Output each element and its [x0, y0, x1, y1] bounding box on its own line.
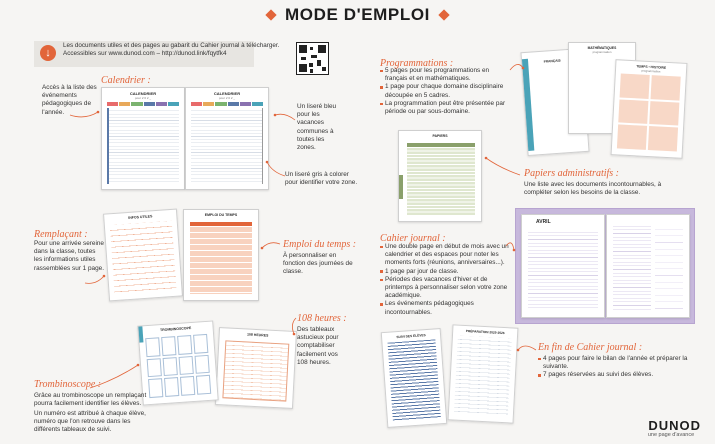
trombinoscope-heading: Trombinoscope : [34, 379, 102, 390]
temps-page-title: TEMPS • HISTOIRE [636, 64, 667, 70]
banner-line-2[interactable]: Accessibles sur www.dunod.com – http://dunod.link/fqytfk4 [63, 50, 227, 58]
heures-page-title: 108 HEURES [246, 332, 269, 338]
avril-title: AVRIL [536, 219, 551, 225]
emploi-page-title: EMPLOI DU TEMPS [204, 213, 238, 217]
remplacant-heading: Remplaçant : [34, 229, 88, 240]
programmations-item: La programmation peut être présentée par période ou par sous-domaine. [380, 100, 508, 116]
page-title: MODE D'EMPLOI [284, 5, 430, 24]
heures-heading: 108 heures : [297, 313, 347, 324]
trombinoscope-text-2: Un numéro est attribué à chaque élève, numéro que l'on retrouve dans les différents tableaux de suivi. [34, 410, 146, 434]
calendar-right-title: CALENDRIER [213, 91, 241, 96]
mathematiques-page-title: MATHÉMATIQUES [587, 46, 617, 50]
programmations-item: 1 page pour chaque domaine disciplinaire découpée en 5 cadres. [380, 83, 508, 99]
trombinoscope-text-1: Grâce au trombinoscope un remplaçant pourra facilement identifier les élèves. [34, 392, 147, 408]
remplacant-text: Pour une arrivée sereine dans la classe, toutes les informations utiles rassemblées sur 1 page. [34, 240, 104, 272]
arrow-calendrier [70, 112, 98, 117]
arrow-trombinoscope [90, 365, 138, 388]
arrow-emploi [262, 243, 280, 248]
arrow-fin [518, 346, 536, 350]
arrow-remplacant [85, 276, 104, 283]
emploi-heading: Emploi du temps : [283, 239, 357, 250]
francais-page-title: FRANÇAIS [543, 58, 561, 64]
cahier-item: Périodes des vacances d'hiver et de printemps à personnaliser selon votre zone académique. [380, 276, 512, 301]
download-arrow-icon[interactable]: ↓ [40, 45, 56, 61]
papiers-heading: Papiers administratifs : [524, 168, 620, 179]
fin-item: 7 pages réservées au suivi des élèves. [538, 371, 688, 379]
arrow-liseré-gris [267, 162, 285, 176]
preparation-page-title: PRÉPARATION 2025-2026 [465, 329, 505, 336]
arrow-heures [292, 318, 296, 334]
arrow-programmations [510, 64, 523, 70]
programmations-heading: Programmations : [380, 58, 454, 69]
cahier-item: Les événements pédagogiques incontournables. [380, 300, 512, 316]
temps-page-sub: programmation [641, 68, 661, 74]
arrow-cahier [506, 243, 514, 250]
calendrier-note-blue: Un liseré bleu pour les vacances communes à toutes les zones. [297, 103, 337, 152]
papiers-text: Une liste avec les documents incontournables, à compléter selon les besoins de la classe. [524, 181, 662, 197]
suivi-page-title: SUIVI DES ÉLÈVES [396, 333, 426, 340]
calendrier-note-grey: Un liseré gris à colorer pour identifier votre zone. [285, 171, 358, 187]
calendrier-heading: Calendrier : [101, 75, 151, 86]
dunod-tagline: une page d'avance [647, 432, 695, 438]
heures-text: Des tableaux astucieux pour comptabiliser facilement vos 108 heures. [297, 326, 339, 366]
calendar-left-title: CALENDRIER [129, 91, 157, 96]
calendar-left-sub: pour 2 0 2 _ [134, 96, 151, 100]
banner-line-1: Les documents utiles et des pages au gabarit du Cahier journal à télécharger. [63, 42, 280, 49]
dunod-logo: DUNOD [648, 418, 701, 433]
fin-item: 4 pages pour faire le bilan de l'année et préparer la suivante. [538, 355, 688, 371]
trombinoscope-page-title: TROMBINOSCOPE [159, 325, 192, 333]
cahier-item: Une double page en début de mois avec un calendrier et des espaces pour noter les moments forts (réunions, anniversaires...). [380, 243, 512, 268]
cahier-item: 1 page par jour de classe. [380, 268, 512, 276]
calendrier-text: Accès à la liste des événements pédagogiques de l'année. [42, 84, 97, 116]
fin-heading: En fin de Cahier journal : [538, 342, 643, 353]
arrow-liseré-bleu [275, 114, 295, 120]
papiers-page-title: PAPIERS [432, 134, 448, 138]
cahier-heading: Cahier journal : [380, 233, 446, 244]
calendar-right-sub: pour 2 0 2 _ [218, 96, 235, 100]
emploi-text: À personnaliser en fonction des journées de classe. [283, 252, 353, 276]
infos-utiles-title: INFOS UTILES [128, 214, 153, 220]
arrow-papiers [486, 158, 520, 175]
mathematiques-page-sub: programmation [592, 50, 612, 54]
programmations-item: 5 pages pour les programmations en français et en mathématiques. [380, 67, 508, 83]
